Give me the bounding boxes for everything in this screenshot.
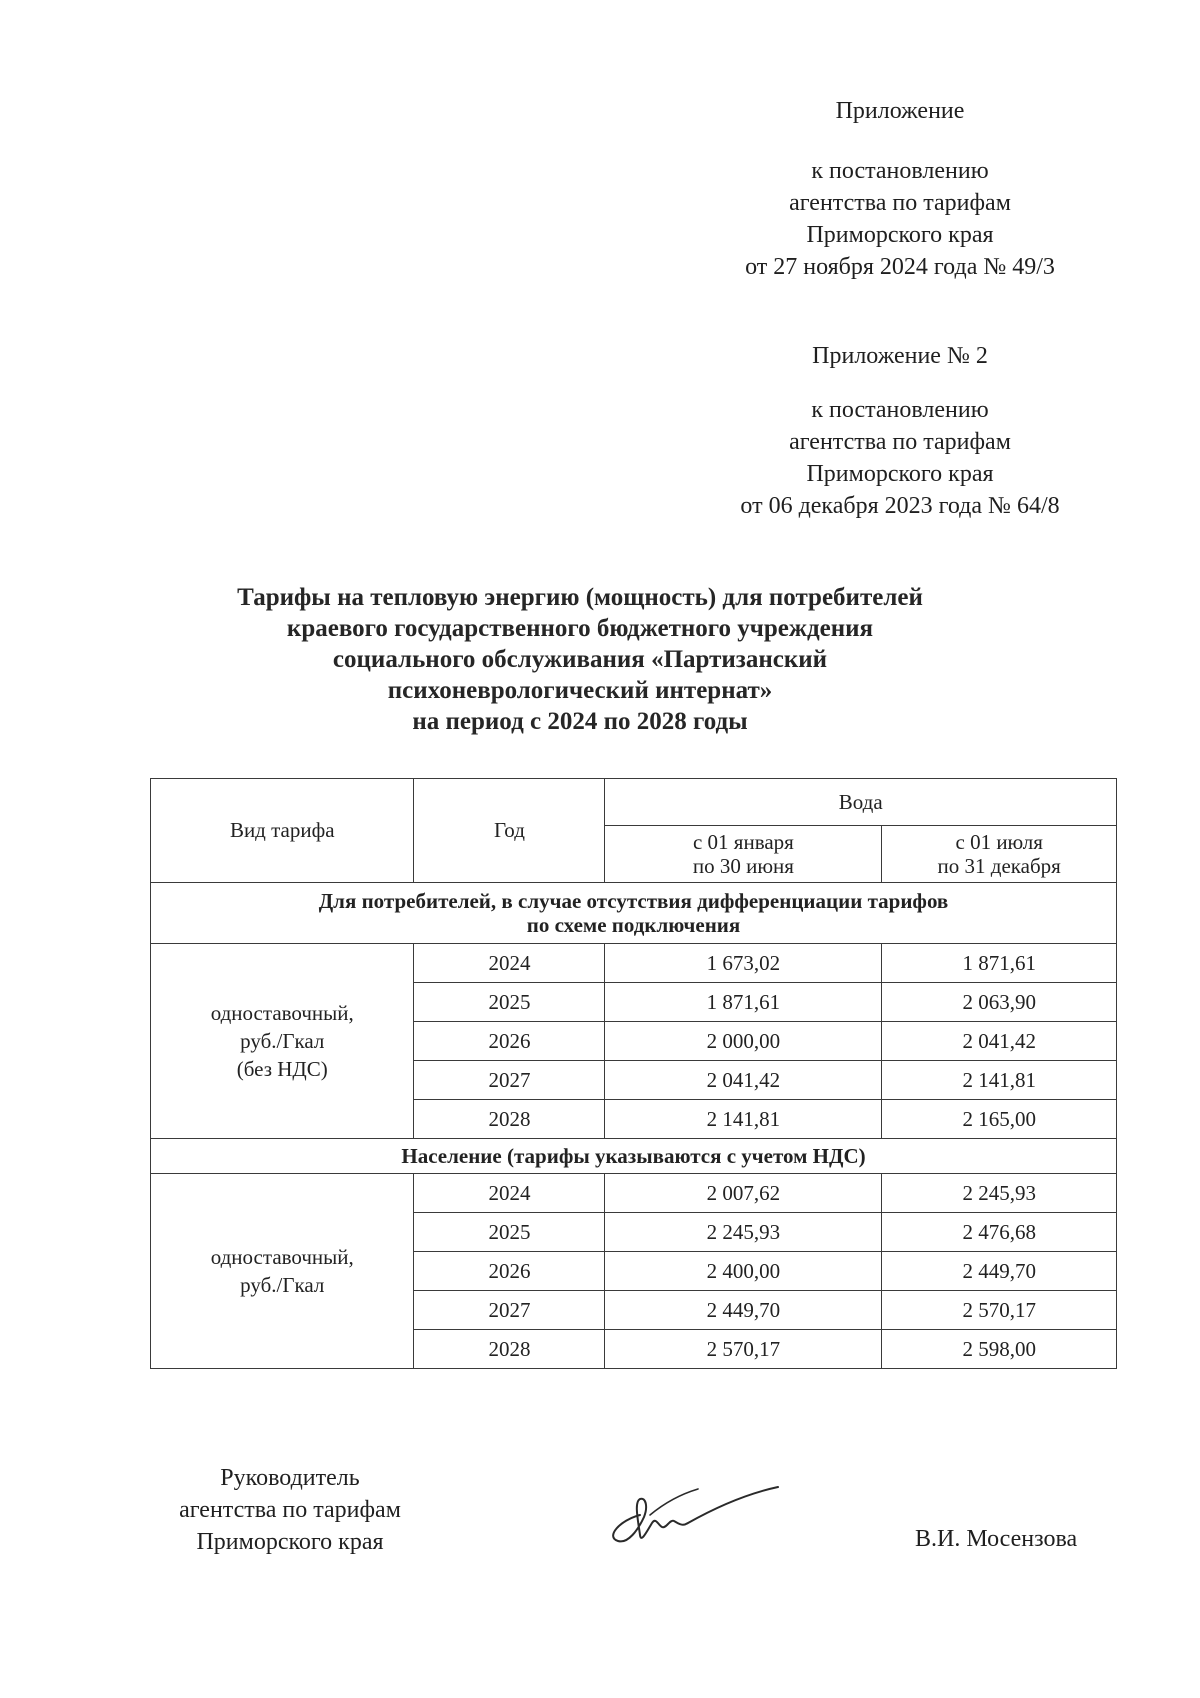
signatory-name: В.И. Мосензова	[915, 1526, 1078, 1552]
signatory-position-line: Руководитель	[220, 1465, 360, 1491]
title-line: на период с 2024 по 2028 годы	[412, 708, 748, 735]
appendix-date-line: от 27 ноября 2024 года № 49/3	[745, 254, 1055, 280]
appendix-heading: Приложение	[835, 98, 965, 124]
tariff-second-half-cell: 2 570,17	[882, 1291, 1117, 1330]
year-cell: 2026	[414, 1252, 605, 1291]
table-row	[151, 944, 1117, 983]
tariff-first-half-cell: 2 570,17	[605, 1330, 882, 1369]
document-title	[150, 582, 1010, 737]
section-title-consumers	[151, 883, 1117, 944]
year-cell: 2025	[414, 983, 605, 1022]
tariff-first-half-cell: 2 000,00	[605, 1022, 882, 1061]
appendix-line: Приморского края	[806, 461, 994, 487]
appendix-heading: Приложение № 2	[812, 343, 988, 369]
title-line: психоневрологический интернат»	[387, 677, 773, 704]
section-title-population: Население (тарифы указываются с учетом НДС)	[151, 1139, 1117, 1174]
signatory-position	[140, 1462, 440, 1558]
tariff-first-half-cell: 2 007,62	[605, 1174, 882, 1213]
appendix-line: к постановлению	[811, 397, 989, 423]
handwritten-signature	[600, 1475, 780, 1555]
tariff-first-half-cell: 2 141,81	[605, 1100, 882, 1139]
table-header-row	[151, 779, 1117, 826]
tariff-first-half-cell: 2 449,70	[605, 1291, 882, 1330]
tariff-kind-line: одноставочный,	[210, 1001, 354, 1025]
header-water: Вода	[605, 779, 1117, 826]
tariff-second-half-cell: 2 245,93	[882, 1174, 1117, 1213]
tariff-kind-line: (без НДС)	[236, 1057, 328, 1081]
tariff-second-half-cell: 2 063,90	[882, 983, 1117, 1022]
year-cell: 2024	[414, 944, 605, 983]
tariff-kind-line: руб./Гкал	[240, 1029, 325, 1053]
tariff-second-half-cell: 2 041,42	[882, 1022, 1117, 1061]
section-title-line: Для потребителей, в случае отсутствия дифференциации тарифов	[318, 889, 949, 913]
appendix-line: агентства по тарифам	[789, 429, 1011, 455]
appendix-line: агентства по тарифам	[789, 190, 1011, 216]
header-second-half-to: по 31 декабря	[937, 854, 1061, 878]
tariff-second-half-cell: 2 165,00	[882, 1100, 1117, 1139]
header-first-half-to: по 30 июня	[692, 854, 794, 878]
tariff-table	[150, 778, 1117, 1369]
header-year: Год	[414, 779, 605, 883]
tariff-kind-line: одноставочный,	[210, 1245, 354, 1269]
year-cell: 2028	[414, 1330, 605, 1369]
header-second-half	[882, 826, 1117, 883]
header-tariff-kind: Вид тарифа	[151, 779, 414, 883]
appendix-block-original	[700, 340, 1100, 522]
tariff-first-half-cell: 1 871,61	[605, 983, 882, 1022]
title-line: социального обслуживания «Партизанский	[332, 646, 828, 673]
title-line: Тарифы на тепловую энергию (мощность) для потребителей	[237, 584, 923, 611]
tariff-kind-cell	[151, 1174, 414, 1369]
appendix-date-line: от 06 декабря 2023 года № 64/8	[740, 493, 1060, 519]
header-first-half-from: с 01 января	[692, 830, 794, 854]
appendix-line: к постановлению	[811, 158, 989, 184]
year-cell: 2026	[414, 1022, 605, 1061]
year-cell: 2027	[414, 1291, 605, 1330]
tariff-second-half-cell: 2 476,68	[882, 1213, 1117, 1252]
section-header-row	[151, 1139, 1117, 1174]
tariff-first-half-cell: 1 673,02	[605, 944, 882, 983]
year-cell: 2024	[414, 1174, 605, 1213]
tariff-second-half-cell: 2 449,70	[882, 1252, 1117, 1291]
appendix-line: Приморского края	[806, 222, 994, 248]
tariff-kind-line: руб./Гкал	[240, 1273, 325, 1297]
section-title-line: по схеме подключения	[526, 913, 741, 937]
tariff-kind-cell	[151, 944, 414, 1139]
year-cell: 2027	[414, 1061, 605, 1100]
header-first-half	[605, 826, 882, 883]
tariff-second-half-cell: 2 141,81	[882, 1061, 1117, 1100]
tariff-first-half-cell: 2 245,93	[605, 1213, 882, 1252]
section-header-row	[151, 883, 1117, 944]
signatory-position-line: Приморского края	[196, 1529, 384, 1555]
title-line: краевого государственного бюджетного учреждения	[286, 615, 874, 642]
year-cell: 2028	[414, 1100, 605, 1139]
appendix-block-current	[700, 95, 1100, 283]
tariff-first-half-cell: 2 041,42	[605, 1061, 882, 1100]
year-cell: 2025	[414, 1213, 605, 1252]
table-row	[151, 1174, 1117, 1213]
signatory-position-line: агентства по тарифам	[179, 1497, 401, 1523]
header-second-half-from: с 01 июля	[955, 830, 1043, 854]
tariff-second-half-cell: 1 871,61	[882, 944, 1117, 983]
tariff-first-half-cell: 2 400,00	[605, 1252, 882, 1291]
tariff-second-half-cell: 2 598,00	[882, 1330, 1117, 1369]
